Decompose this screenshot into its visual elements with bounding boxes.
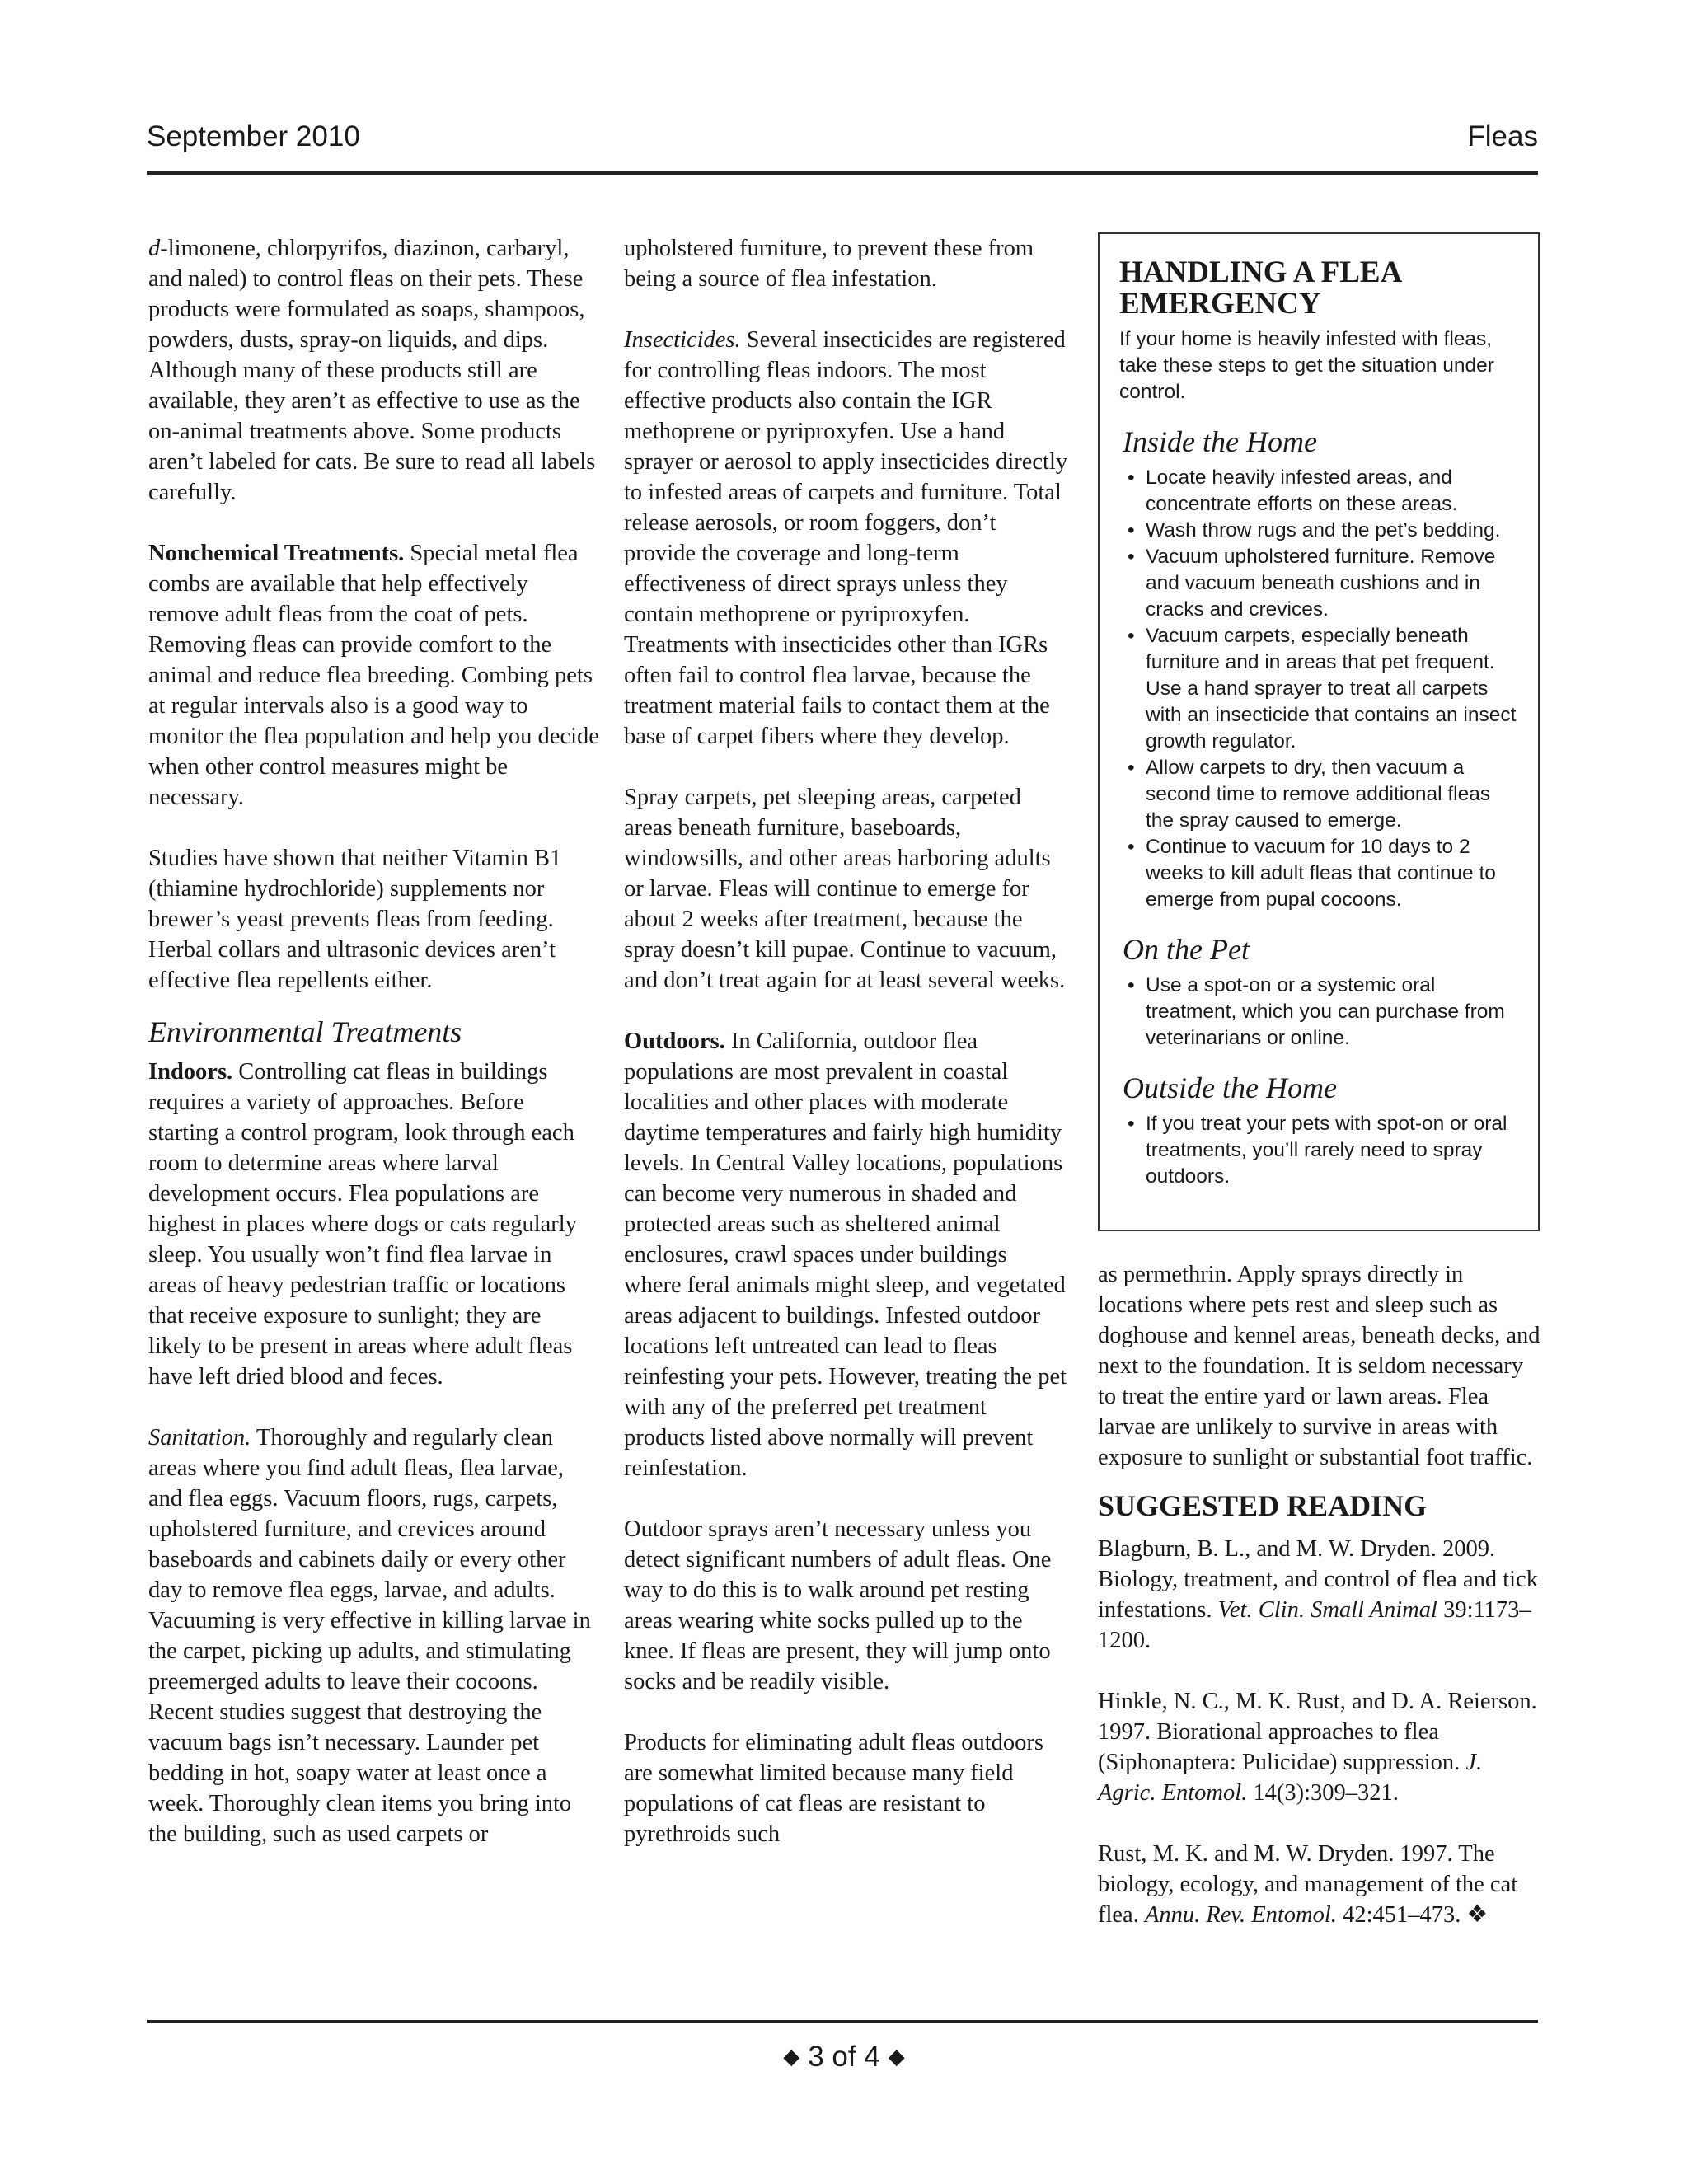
list-item-text: Wash throw rugs and the pet’s bedding. <box>1146 519 1501 541</box>
list-item-text: Vacuum upholstered furniture. Remove and vacuum beneath cushions and in cracks and crevices. <box>1146 546 1496 621</box>
reference-text: Blagburn, B. L., and M. W. Dryden. 2009. Biology, treatment, and control of flea and tick infestations. <box>1098 1536 1538 1623</box>
bullet-icon: • <box>1128 974 1135 996</box>
box-heading-outside: Outside the Home <box>1123 1071 1337 1104</box>
outside-list <box>1119 1111 1518 1190</box>
diamond-icon: ◆ <box>783 2044 800 2069</box>
paragraph-pesticides <box>148 233 600 508</box>
lead-indoors: Indoors. <box>148 1059 233 1085</box>
inside-list <box>1119 465 1518 913</box>
paragraph-text: Spray carpets, pet sleeping areas, carpeted areas beneath furniture, baseboards, windowsills, and other areas harboring adults or larvae. Fleas will continue to emerge for about 2 weeks after treatment, because the spray doesn’t kill pupae. Continue to vacuum, and don’t treat again for at least several weeks. <box>624 785 1066 993</box>
paragraph-text: Products for eliminating adult fleas outdoors are somewhat limited because many field populations of cat fleas are resistant to pyrethroids such <box>624 1730 1043 1847</box>
reference-journal: J. Agric. Entomol. <box>1098 1750 1483 1806</box>
flea-emergency-box <box>1098 232 1540 1231</box>
page-footer <box>0 2041 1688 2074</box>
list-item <box>1119 834 1518 913</box>
paragraph-text: Outdoor sprays aren’t necessary unless you detect significant numbers of adult fleas. One way to do this is to walk around pet resting areas wearing white socks pulled up to the knee. If fleas are present, they will jump onto socks and be readily visible. <box>624 1516 1052 1694</box>
box-heading-pet: On the Pet <box>1123 933 1250 966</box>
footer-rule <box>147 2020 1538 2023</box>
list-item <box>1119 972 1518 1052</box>
header-topic: Fleas <box>1467 120 1538 152</box>
paragraph-sanitation <box>148 1422 600 1849</box>
list-item <box>1119 544 1518 623</box>
paragraph-text: Controlling cat fleas in buildings requires a variety of approaches. Before starting a control program, look through each room to determine areas where larval development occurs. Flea populations are highest in places where dogs or cats regularly sleep. You usually won’t find flea larvae in areas of heavy pedestrian traffic or locations that receive exposure to sunlight; they are likely to be present in areas where adult fleas have left dried blood and feces. <box>148 1059 577 1390</box>
reference-text: Hinkle, N. C., M. K. Rust, and D. A. Reierson. 1997. Biorational approaches to flea (Siphonaptera: Pulicidae) suppression. <box>1098 1689 1537 1775</box>
reference-item <box>1098 1534 1543 1656</box>
paragraph-permethrin <box>1098 1259 1543 1473</box>
paragraph-text: Thoroughly and regularly clean areas where you find adult fleas, flea larvae, and flea eggs. Vacuum floors, rugs, carpets, upholstered furniture, and crevices around baseboards and cabinets daily or every other day to remove flea eggs, larvae, and adults. Vacuuming is very effective in killing larvae in the carpet, picking up adults, and stimulating preemerged adults to leave their cocoons. Recent studies suggest that destroying the vacuum bags isn’t necessary. Launder pet bedding in hot, soapy water at least once a week. Thoroughly clean items you bring into the building, such as used carpets or <box>148 1425 591 1847</box>
paragraph-text: Several insecticides are registered for controlling fleas indoors. The most effective products also contain the IGR methoprene or pyriproxyfen. Use a hand sprayer or aerosol to apply insecticides directly to infested areas of carpets and furniture. Total release aerosols, or room foggers, don’t provide the coverage and long-term effectiveness of direct sprays unless they contain methoprene or pyriproxyfen. Treatments with insecticides other than IGRs often fail to control flea larvae, because the treatment material fails to contact them at the base of carpet fibers where they develop. <box>624 327 1068 749</box>
paragraph-nonchemical <box>148 538 600 813</box>
page-number: 3 of 4 <box>808 2041 880 2073</box>
list-item-text: Use a spot-on or a systemic oral treatment, which you can purchase from veterinarians or online. <box>1146 974 1505 1049</box>
paragraph-text: upholstered furniture, to prevent these from being a source of flea infestation. <box>624 236 1034 292</box>
list-item-text: Allow carpets to dry, then vacuum a second time to remove additional fleas the spray caused to emerge. <box>1146 757 1491 832</box>
paragraph-text: Studies have shown that neither Vitamin B1 (thiamine hydrochloride) supplements nor brewer’s yeast prevents fleas from feeding. Herbal collars and ultrasonic devices aren’t effective flea repellents either. <box>148 846 562 993</box>
paragraph-insecticides <box>624 325 1069 752</box>
lead-outdoors: Outdoors. <box>624 1029 725 1054</box>
list-item <box>1119 1111 1518 1190</box>
reference-item <box>1098 1839 1543 1930</box>
lead-insecticides: Insecticides. <box>624 327 741 353</box>
box-heading-inside: Inside the Home <box>1123 425 1317 458</box>
bullet-icon: • <box>1128 466 1135 489</box>
bullet-icon: • <box>1128 836 1135 858</box>
list-item <box>1119 518 1518 544</box>
list-item <box>1119 623 1518 755</box>
box-intro: If your home is heavily infested with fleas, take these steps to get the situation under control. <box>1119 328 1494 403</box>
reference-item <box>1098 1686 1543 1808</box>
reference-tail: 42:451–473. ❖ <box>1336 1902 1489 1928</box>
lead-nonchemical: Nonchemical Treatments. <box>148 541 405 566</box>
paragraph-vitamin <box>148 843 600 996</box>
lead-sanitation: Sanitation. <box>148 1425 251 1451</box>
heading-environmental: Environmental Treatments <box>148 1015 462 1048</box>
paragraph-text: Special metal flea combs are available that help effectively remove adult fleas from the coat of pets. Removing fleas can provide comfort to the animal and reduce flea breeding. Combing pets at regular intervals also is a good way to monitor the flea population and help you decide when other control measures might be necessary. <box>148 541 599 810</box>
paragraph-text: In California, outdoor flea populations are most prevalent in coastal localities and other places with moderate daytime temperatures and fairly high humidity levels. In Central Valley locations, populations can become very numerous in shaded and protected areas such as sheltered animal enclosures, crawl spaces under buildings where feral animals might sleep, and vegetated areas adjacent to buildings. Infested outdoor locations left untreated can lead to fleas reinfesting your pets. However, treating the pet with any of the preferred pet treatment products listed above normally will prevent reinfestation. <box>624 1029 1067 1481</box>
header-rule <box>147 171 1538 175</box>
list-item-text: Continue to vacuum for 10 days to 2 weeks to kill adult fleas that continue to emerge from pupal cocoons. <box>1146 836 1496 911</box>
paragraph-indoors <box>148 1057 600 1392</box>
reference-journal: Annu. Rev. Entomol. <box>1144 1902 1337 1928</box>
bullet-icon: • <box>1128 519 1135 541</box>
diamond-icon: ◆ <box>888 2044 905 2069</box>
paragraph-outdoors <box>624 1026 1069 1483</box>
paragraph-text: -limonene, chlorpyrifos, diazinon, carbaryl, and naled) to control fleas on their pets. These products were formulated as soaps, shampoos, powders, dusts, spray-on liquids, and dips. Although many of these products still are available, they aren’t as effective to use as the on-animal treatments above. Some products aren’t labeled for cats. Be sure to read all labels carefully. <box>148 236 596 505</box>
paragraph-products <box>624 1727 1069 1849</box>
bullet-icon: • <box>1128 757 1135 779</box>
list-item <box>1119 755 1518 834</box>
italic-d: d <box>148 236 161 261</box>
paragraph-outdoor-sprays <box>624 1514 1069 1697</box>
bullet-icon: • <box>1128 546 1135 568</box>
pet-list <box>1119 972 1518 1052</box>
reference-text: Rust, M. K. and M. W. Dryden. 1997. The biology, ecology, and management of the cat flea. <box>1098 1841 1518 1928</box>
reference-journal: Vet. Clin. Small Animal <box>1217 1597 1437 1623</box>
bullet-icon: • <box>1128 1113 1135 1135</box>
bullet-icon: • <box>1128 625 1135 647</box>
heading-suggested-reading: SUGGESTED READING <box>1098 1489 1428 1522</box>
reference-tail: 14(3):309–321. <box>1247 1780 1399 1806</box>
column-1 <box>148 233 600 1849</box>
column-3 <box>1098 1259 1543 1930</box>
list-item-text: Locate heavily infested areas, and concentrate efforts on these areas. <box>1146 466 1458 515</box>
box-title: HANDLING A FLEA EMERGENCY <box>1119 255 1401 321</box>
reference-tail: 39:1173–1200. <box>1098 1597 1531 1653</box>
paragraph-upholstered <box>624 233 1069 294</box>
paragraph-text: as permethrin. Apply sprays directly in locations where pets rest and sleep such as doghouse and kennel areas, beneath decks, and next to the foundation. It is seldom necessary to treat the entire yard or lawn areas. Flea larvae are unlikely to survive in areas with exposure to sunlight or substantial foot traffic. <box>1098 1262 1540 1470</box>
column-2 <box>624 233 1069 1849</box>
header-date: September 2010 <box>147 120 360 152</box>
list-item-text: If you treat your pets with spot-on or oral treatments, you’ll rarely need to spray outdoors. <box>1146 1113 1507 1188</box>
paragraph-spray-carpets <box>624 782 1069 996</box>
list-item <box>1119 465 1518 518</box>
list-item-text: Vacuum carpets, especially beneath furniture and in areas that pet frequent. Use a hand sprayer to treat all carpets with an insecticide that contains an insect growth regulator. <box>1146 625 1517 752</box>
running-header <box>147 120 1538 162</box>
